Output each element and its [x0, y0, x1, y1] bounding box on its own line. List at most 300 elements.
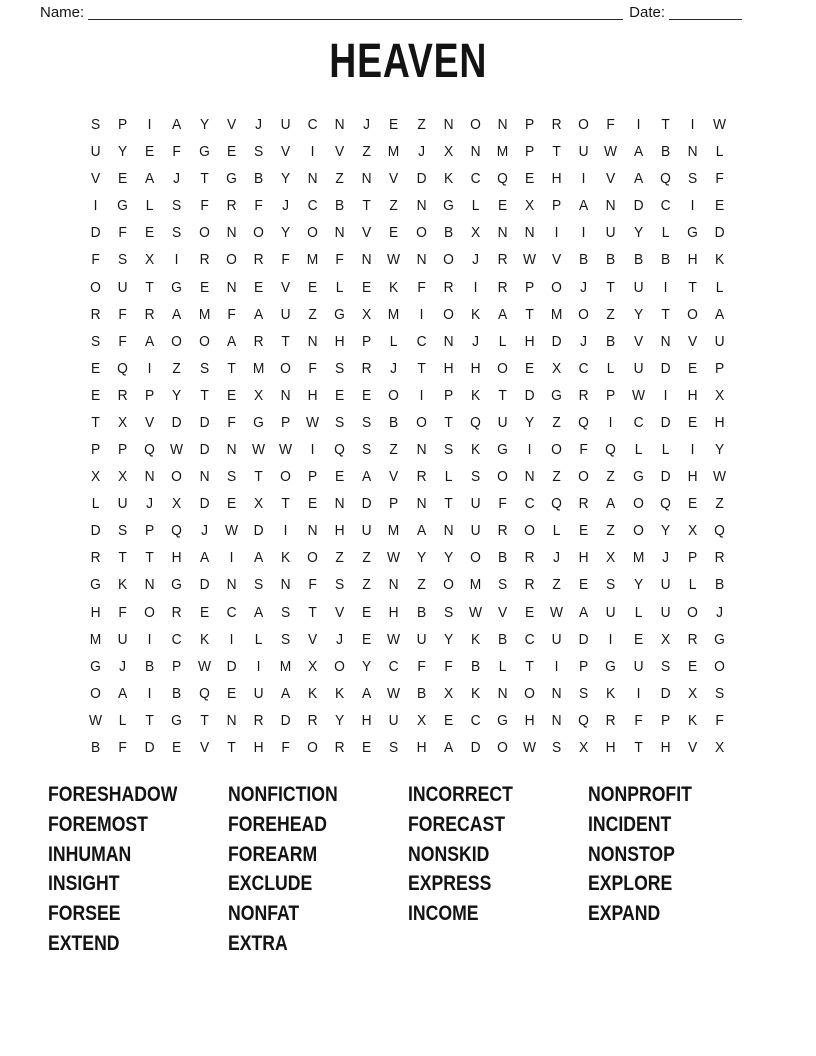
grid-letter: N — [144, 468, 155, 486]
grid-letter: V — [226, 116, 236, 134]
grid-letter: V — [307, 630, 318, 648]
grid-letter: L — [607, 359, 615, 377]
grid-letter: L — [498, 657, 507, 675]
word-bank-item: EXCLUDE — [228, 872, 313, 896]
grid-letter: X — [660, 630, 670, 648]
grid-letter: K — [335, 684, 345, 702]
grid-letter: X — [416, 711, 426, 729]
word-bank-item: EXTEND — [48, 931, 120, 955]
grid-letter: G — [117, 197, 129, 215]
grid-letter: C — [660, 197, 671, 215]
grid-letter: H — [416, 738, 427, 756]
grid-letter: B — [497, 630, 508, 648]
grid-letter: U — [551, 630, 562, 648]
grid-letter: O — [280, 468, 291, 486]
word-bank-item: EXPRESS — [408, 872, 492, 896]
grid-letter: L — [91, 495, 100, 513]
grid-letter: V — [280, 278, 291, 296]
grid-letter: W — [197, 657, 211, 675]
grid-letter: V — [362, 224, 372, 242]
grid-letter: O — [334, 657, 346, 675]
grid-letter: I — [310, 441, 315, 459]
grid-letter: I — [663, 278, 668, 296]
grid-letter: R — [497, 522, 508, 540]
grid-letter: Y — [660, 522, 670, 540]
grid-letter: Z — [606, 305, 616, 323]
grid-letter: S — [497, 576, 508, 594]
grid-letter: V — [633, 332, 643, 350]
grid-letter: I — [609, 630, 613, 648]
grid-letter: O — [198, 332, 210, 350]
grid-letter: Z — [362, 576, 372, 594]
grid-letter: G — [171, 711, 183, 729]
grid-letter: T — [145, 278, 155, 296]
title-container — [0, 34, 816, 89]
grid-letter: N — [307, 522, 318, 540]
grid-letter: O — [524, 522, 535, 540]
grid-letter: O — [252, 224, 264, 242]
grid-letter: H — [524, 711, 535, 729]
grid-letter: X — [470, 224, 480, 242]
grid-letter: T — [308, 603, 317, 621]
grid-letter: P — [552, 197, 562, 215]
grid-letter: X — [606, 549, 616, 567]
grid-letter: E — [362, 738, 372, 756]
grid-letter: G — [171, 278, 183, 296]
grid-letter: A — [633, 170, 643, 188]
grid-letter: J — [471, 332, 479, 350]
grid-letter: S — [118, 522, 128, 540]
grid-letter: F — [579, 441, 589, 459]
grid-letter: E — [199, 278, 209, 296]
grid-letter: J — [200, 522, 208, 540]
grid-letter: A — [579, 197, 589, 215]
grid-letter: M — [279, 657, 292, 675]
grid-letter: L — [634, 603, 642, 621]
grid-letter: I — [636, 116, 640, 134]
grid-letter: O — [632, 495, 644, 513]
grid-letter: H — [443, 359, 454, 377]
grid-letter: R — [90, 549, 101, 567]
grid-letter: W — [523, 738, 537, 756]
grid-letter: O — [415, 224, 427, 242]
grid-letter: U — [253, 684, 264, 702]
grid-letter: Z — [552, 576, 561, 594]
grid-letter: W — [278, 441, 292, 459]
grid-letter: K — [470, 441, 480, 459]
grid-letter: W — [604, 143, 618, 161]
grid-letter: N — [497, 684, 508, 702]
grid-letter: S — [335, 413, 345, 431]
grid-letter: I — [609, 413, 613, 431]
grid-letter: E — [335, 386, 345, 404]
grid-letter: M — [388, 305, 400, 323]
grid-letter: E — [118, 170, 128, 188]
grid-letter: F — [226, 413, 236, 431]
word-bank-item: INCORRECT — [408, 783, 513, 806]
grid-letter: E — [389, 116, 399, 134]
grid-letter: H — [171, 549, 182, 567]
grid-letter: D — [90, 224, 101, 242]
grid-letter: J — [417, 143, 425, 161]
grid-letter: I — [310, 143, 315, 161]
grid-letter: I — [147, 630, 152, 648]
grid-letter: G — [605, 657, 617, 675]
grid-letter: F — [416, 657, 426, 675]
grid-letter: B — [335, 197, 345, 215]
grid-letter: N — [334, 116, 345, 134]
grid-letter: R — [307, 711, 318, 729]
grid-letter: P — [118, 441, 128, 459]
grid-letter: S — [579, 684, 589, 702]
grid-letter: P — [524, 278, 535, 296]
grid-letter: E — [524, 359, 535, 377]
grid-letter: R — [199, 251, 210, 269]
page-title: HEAVEN — [329, 35, 487, 88]
grid-letter: K — [470, 305, 480, 323]
grid-letter: M — [198, 305, 210, 323]
word-bank-item: EXTRA — [228, 931, 288, 955]
grid-letter: I — [690, 197, 695, 215]
grid-letter: E — [145, 143, 155, 161]
grid-letter: Y — [524, 413, 535, 431]
grid-letter: T — [226, 359, 236, 377]
grid-letter: H — [524, 332, 535, 350]
grid-letter: A — [226, 332, 236, 350]
word-bank-item: INCOME — [408, 902, 479, 926]
grid-letter: E — [362, 278, 372, 296]
grid-letter: C — [171, 630, 182, 648]
grid-letter: M — [550, 305, 563, 323]
grid-letter: M — [306, 251, 319, 269]
grid-letter: A — [579, 603, 589, 621]
date-blank-line — [669, 5, 742, 20]
grid-letter: L — [335, 278, 344, 296]
grid-letter: Y — [633, 576, 643, 594]
grid-letter: S — [389, 738, 399, 756]
grid-letter: B — [470, 657, 480, 675]
grid-letter: B — [606, 251, 616, 269]
grid-letter: H — [605, 738, 616, 756]
grid-letter: C — [416, 332, 427, 350]
grid-letter: V — [335, 143, 345, 161]
grid-letter: W — [387, 630, 401, 648]
grid-letter: W — [306, 413, 320, 431]
grid-letter: O — [442, 251, 454, 269]
grid-letter: S — [226, 468, 236, 486]
grid-letter: U — [660, 576, 671, 594]
grid-letter: Z — [362, 549, 372, 567]
grid-letter: R — [117, 386, 128, 404]
grid-letter: A — [280, 684, 291, 702]
grid-letter: S — [90, 116, 101, 134]
grid-letter: K — [280, 549, 291, 567]
grid-letter: H — [578, 549, 589, 567]
grid-letter: S — [714, 684, 725, 702]
grid-letter: F — [308, 359, 317, 377]
grid-letter: W — [712, 468, 726, 486]
grid-letter: N — [470, 143, 481, 161]
grid-letter: J — [336, 630, 344, 648]
grid-letter: W — [387, 251, 401, 269]
grid-letter: I — [554, 224, 559, 242]
grid-letter: P — [579, 657, 589, 675]
grid-letter: P — [145, 522, 155, 540]
grid-letter: E — [524, 603, 535, 621]
grid-letter: R — [605, 711, 616, 729]
grid-letter: V — [335, 603, 345, 621]
grid-letter: Q — [578, 711, 590, 729]
grid-letter: I — [283, 522, 288, 540]
grid-letter: U — [470, 495, 481, 513]
grid-letter: O — [686, 305, 698, 323]
grid-letter: Y — [280, 170, 291, 188]
grid-letter: C — [307, 197, 318, 215]
grid-letter: G — [225, 170, 237, 188]
grid-letter: B — [416, 684, 426, 702]
grid-letter: S — [280, 630, 291, 648]
grid-letter: R — [171, 603, 182, 621]
grid-letter: G — [497, 711, 508, 729]
grid-letter: J — [119, 657, 127, 675]
grid-letter: U — [605, 603, 616, 621]
word-bank-item: FOREHEAD — [228, 812, 327, 836]
grid-letter: N — [226, 576, 237, 594]
grid-letter: Z — [606, 468, 616, 486]
grid-letter: T — [525, 657, 534, 675]
grid-letter: D — [144, 738, 155, 756]
word-bank-item: FOREMOST — [48, 812, 148, 836]
grid-letter: M — [89, 630, 102, 648]
grid-letter: Z — [335, 549, 344, 567]
grid-letter: R — [524, 549, 535, 567]
grid-letter: X — [307, 657, 318, 675]
grid-letter: W — [712, 116, 726, 134]
grid-letter: N — [280, 576, 291, 594]
grid-letter: D — [199, 441, 210, 459]
grid-letter: F — [416, 278, 426, 296]
name-label: Name: — [40, 4, 85, 21]
grid-letter: O — [578, 116, 590, 134]
grid-letter: E — [362, 386, 372, 404]
grid-letter: D — [253, 522, 264, 540]
grid-letter: T — [606, 278, 616, 296]
grid-letter: F — [606, 116, 616, 134]
grid-letter: S — [172, 224, 182, 242]
grid-letter: I — [175, 251, 179, 269]
grid-letter: G — [252, 413, 264, 431]
grid-letter: D — [578, 630, 589, 648]
grid-letter: N — [605, 197, 616, 215]
grid-letter: V — [552, 251, 562, 269]
grid-letter: T — [688, 278, 697, 296]
grid-letter: Q — [578, 413, 590, 431]
grid-letter: S — [687, 170, 697, 188]
grid-letter: K — [470, 684, 480, 702]
grid-letter: N — [416, 197, 427, 215]
grid-letter: I — [690, 441, 695, 459]
grid-letter: Y — [172, 386, 182, 404]
grid-letter: E — [307, 278, 318, 296]
grid-letter: H — [687, 468, 698, 486]
grid-letter: O — [524, 684, 535, 702]
grid-letter: V — [606, 170, 616, 188]
grid-letter: F — [118, 305, 127, 323]
grid-letter: C — [388, 657, 399, 675]
grid-letter: S — [335, 359, 345, 377]
grid-letter: C — [578, 359, 589, 377]
grid-letter: G — [334, 305, 346, 323]
grid-letter: U — [280, 305, 291, 323]
grid-letter: E — [90, 359, 101, 377]
grid-letter: F — [715, 711, 724, 729]
grid-letter: X — [687, 522, 697, 540]
grid-letter: F — [254, 197, 263, 215]
grid-letter: S — [253, 576, 263, 594]
grid-letter: N — [280, 386, 291, 404]
grid-letter: U — [470, 522, 481, 540]
grid-letter: I — [473, 278, 478, 296]
word-bank-item: NONSKID — [408, 842, 490, 866]
grid-letter: E — [199, 603, 209, 621]
grid-letter: S — [362, 413, 372, 431]
grid-letter: T — [281, 332, 290, 350]
grid-letter: P — [307, 468, 318, 486]
grid-letter: E — [226, 386, 236, 404]
grid-letter: T — [118, 549, 127, 567]
grid-letter: Y — [199, 116, 209, 134]
grid-letter: J — [715, 603, 723, 621]
grid-letter: T — [199, 170, 209, 188]
grid-letter: U — [361, 522, 372, 540]
word-bank-item: EXPAND — [588, 902, 661, 926]
grid-letter: R — [361, 359, 372, 377]
grid-letter: P — [118, 116, 128, 134]
grid-letter: W — [631, 386, 645, 404]
grid-letter: V — [145, 413, 155, 431]
grid-letter: S — [470, 468, 480, 486]
grid-letter: I — [419, 386, 423, 404]
word-bank-column — [408, 780, 588, 959]
grid-letter: G — [686, 224, 698, 242]
grid-letter: J — [146, 495, 154, 513]
grid-letter: E — [253, 278, 263, 296]
grid-letter: N — [660, 332, 671, 350]
grid-letter: X — [552, 359, 562, 377]
grid-letter: W — [550, 603, 564, 621]
grid-letter: J — [580, 278, 588, 296]
grid-letter: I — [229, 549, 234, 567]
grid-letter: H — [334, 332, 345, 350]
grid-letter: G — [90, 657, 101, 675]
grid-letter: Y — [633, 224, 643, 242]
grid-letter: F — [633, 711, 643, 729]
grid-letter: X — [118, 468, 128, 486]
grid-letter: D — [226, 657, 237, 675]
grid-letter: J — [281, 197, 289, 215]
grid-letter: T — [281, 495, 290, 513]
grid-letter: U — [633, 359, 644, 377]
grid-letter: S — [606, 576, 616, 594]
grid-letter: G — [497, 441, 508, 459]
grid-letter: E — [172, 738, 182, 756]
grid-letter: Q — [497, 170, 508, 188]
grid-letter: A — [253, 305, 263, 323]
grid-letter: N — [334, 495, 345, 513]
grid-letter: M — [632, 549, 644, 567]
grid-letter: V — [687, 738, 697, 756]
grid-letter: O — [307, 549, 318, 567]
grid-letter: Q — [551, 495, 563, 513]
grid-letter: E — [443, 711, 453, 729]
grid-letter: L — [498, 332, 507, 350]
grid-letter: E — [579, 576, 589, 594]
grid-letter: T — [199, 711, 209, 729]
grid-letter: I — [663, 386, 668, 404]
grid-letter: Y — [714, 441, 725, 459]
grid-letter: Z — [552, 413, 561, 431]
grid-letter: U — [578, 143, 589, 161]
grid-letter: S — [443, 441, 453, 459]
grid-letter: T — [416, 359, 426, 377]
grid-letter: A — [199, 549, 209, 567]
grid-letter: R — [497, 278, 508, 296]
grid-letter: N — [497, 224, 508, 242]
grid-letter: C — [524, 630, 535, 648]
grid-letter: O — [415, 413, 427, 431]
grid-letter: F — [443, 657, 453, 675]
grid-letter: X — [118, 413, 128, 431]
grid-letter: X — [90, 468, 101, 486]
word-bank — [48, 780, 768, 959]
grid-letter: G — [442, 197, 454, 215]
grid-letter: F — [226, 305, 236, 323]
grid-letter: N — [416, 495, 427, 513]
grid-letter: R — [253, 251, 264, 269]
grid-letter: E — [687, 657, 697, 675]
grid-letter: U — [90, 143, 101, 161]
grid-letter: D — [199, 576, 210, 594]
grid-letter: T — [660, 305, 670, 323]
word-bank-item: INHUMAN — [48, 842, 132, 866]
grid-letter: T — [362, 197, 372, 215]
grid-letter: L — [390, 332, 398, 350]
grid-letter: U — [714, 332, 725, 350]
grid-letter: J — [661, 549, 669, 567]
grid-letter: H — [90, 603, 101, 621]
grid-letter: K — [470, 386, 480, 404]
grid-letter: F — [335, 251, 344, 269]
grid-letter: D — [199, 413, 210, 431]
grid-letter: E — [90, 386, 101, 404]
grid-letter: O — [497, 738, 508, 756]
grid-letter: M — [496, 143, 509, 161]
grid-letter: I — [636, 684, 640, 702]
grid-letter: J — [173, 170, 181, 188]
grid-letter: T — [145, 549, 155, 567]
grid-letter: F — [118, 738, 127, 756]
grid-letter: B — [145, 657, 155, 675]
grid-letter: T — [91, 413, 100, 431]
grid-letter: T — [199, 386, 209, 404]
grid-letter: K — [714, 251, 725, 269]
grid-letter: E — [714, 197, 725, 215]
grid-letter: W — [170, 441, 184, 459]
grid-letter: O — [388, 386, 400, 404]
grid-letter: U — [117, 630, 128, 648]
grid-letter: F — [199, 197, 209, 215]
grid-letter: K — [687, 711, 697, 729]
